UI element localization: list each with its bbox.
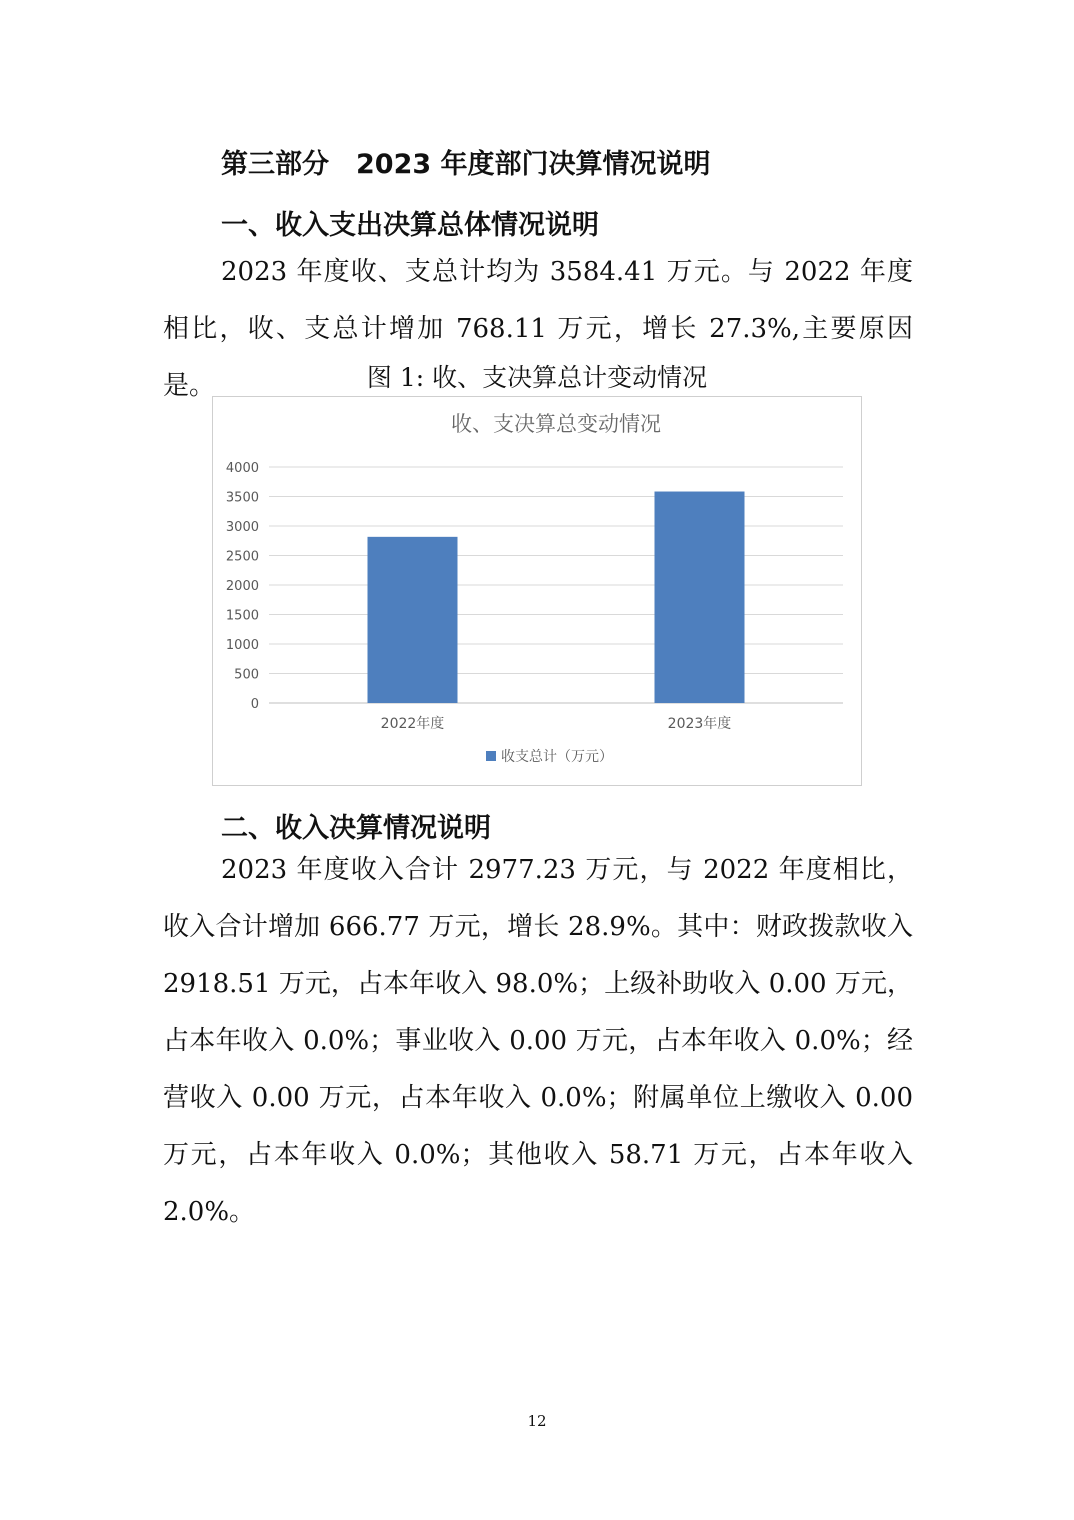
y-tick-label: 1000 [225,638,259,653]
bar-chart [213,397,861,785]
y-tick-label: 500 [234,667,259,683]
y-tick-label: 1500 [225,608,259,624]
y-tick-label: 4000 [225,461,259,476]
y-tick-label: 2000 [225,579,259,594]
part-heading: 第三部分 2023 年度部门决算情况说明 [221,149,711,180]
x-tick-label: 2022年度 [380,716,445,732]
legend-swatch [486,751,496,761]
legend-label: 收支总计（万元） [501,749,613,765]
section-2-paragraph: 2023 年度收入合计 2977.23 万元，与 2022 年度相比，收入合计增加 666.77 万元，增长 28.9%。其中：财政拨款收入 2918.51 万元，占本年收入 98.0%；上级补助收入 0.00 万元，占本年收入 0.0%；事业收入 0.00 万元，占本年收入 0.0%；经营收入 0.00 万元，占本年收入 0.0%；附属单位上缴收入 0.00 万元，占本年收入 0.0%；其他收入 58.71 万元，占本年收入 2.0%。 [163,855,913,1227]
y-tick-label: 0 [250,697,259,712]
y-tick-label: 3500 [225,490,259,506]
bar-2 [655,492,745,703]
bar-1 [368,537,458,703]
page-number: 12 [527,1412,547,1430]
y-tick-label: 3000 [225,520,259,535]
section-1-paragraph: 2023 年度收、支总计均为 3584.41 万元。与 2022 年度相比，收、支总计增加 768.11 万元，增长 27.3%,主要原因是。 [163,257,913,401]
figure-caption: 图 1: 收、支决算总计变动情况 [366,363,708,392]
chart-title: 收、支决算总变动情况 [451,412,661,436]
section-1-heading: 一、收入支出决算总体情况说明 [221,210,599,241]
y-tick-label: 2500 [225,549,259,565]
section-2-heading: 二、收入决算情况说明 [221,813,491,844]
x-tick-label: 2023年度 [667,716,732,732]
chart-frame [212,396,862,786]
